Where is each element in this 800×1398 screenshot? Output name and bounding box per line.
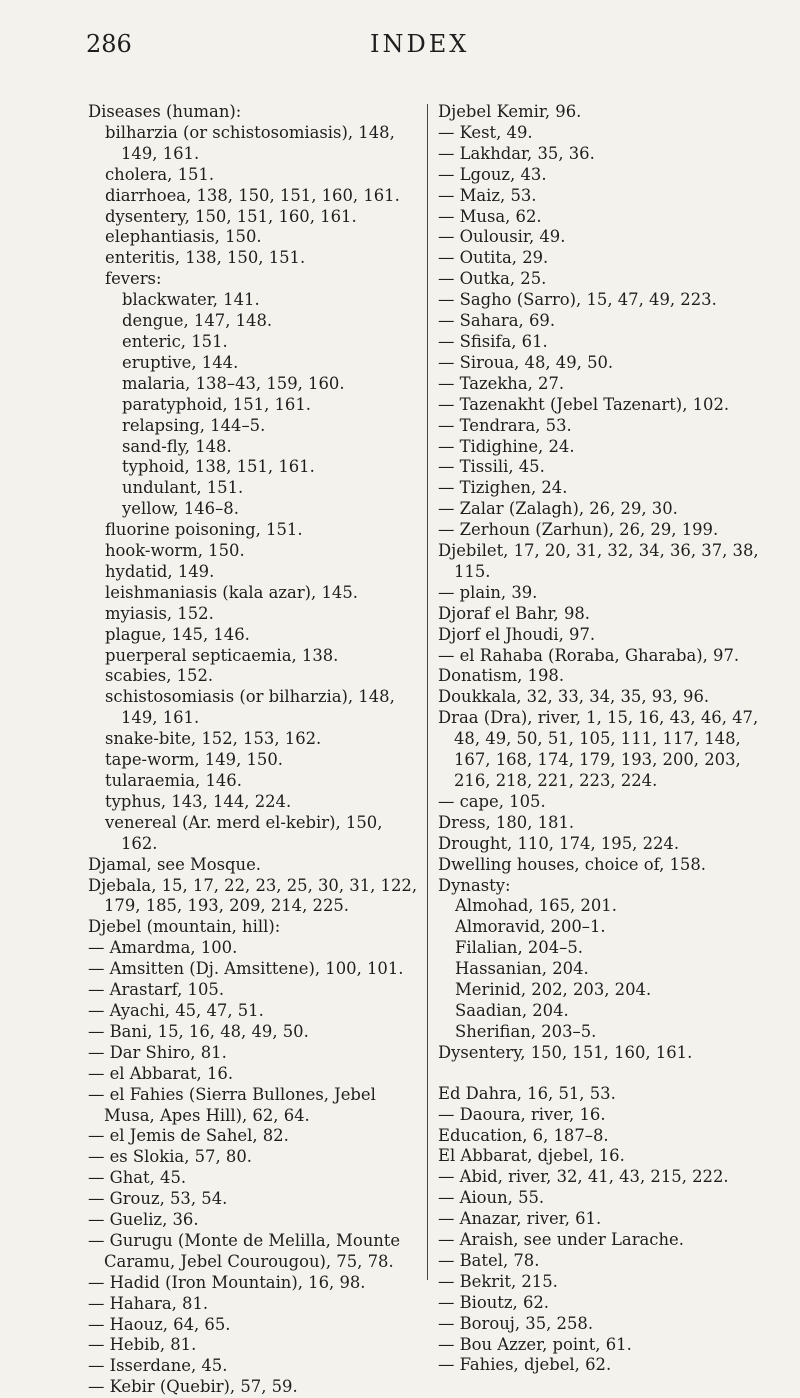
index-entry: dysentery, 150, 151, 160, 161. xyxy=(105,206,357,226)
index-entry: hydatid, 149. xyxy=(105,561,215,581)
index-entry: — Tidighine, 24. xyxy=(438,436,575,456)
index-entry: — Daoura, river, 16. xyxy=(438,1104,606,1124)
left-column xyxy=(88,102,418,1398)
index-entry: plague, 145, 146. xyxy=(105,624,250,644)
index-entry: undulant, 151. xyxy=(122,478,244,498)
index-entry: — Ayachi, 45, 47, 51. xyxy=(88,1000,264,1020)
index-entry: — el Rahaba (Roraba, Gharaba), 97. xyxy=(438,645,740,665)
index-entry: fluorine poisoning, 151. xyxy=(105,520,303,540)
index-entry: — Bekrit, 215. xyxy=(438,1271,558,1291)
index-entry: Draa (Dra), river, 1, 15, 16, 43, 46, 47, 48, 49, 50, 51, 105, 111, 117, 148, 167, 168, 174, 179, 193, 200, 203, 216, 218, 221, 223, 224. xyxy=(438,708,759,790)
index-entry: Djebel Kemir, 96. xyxy=(438,102,582,121)
index-entry: Donatism, 198. xyxy=(438,666,565,686)
index-entry: — Abid, river, 32, 41, 43, 215, 222. xyxy=(438,1167,729,1187)
index-entry: — el Fahies (Sierra Bullones, Jebel Musa, Apes Hill), 62, 64. xyxy=(88,1084,376,1125)
index-entry: Djebilet, 17, 20, 31, 32, 34, 36, 37, 38, 115. xyxy=(438,541,759,581)
index-entry: Sherifian, 203–5. xyxy=(455,1021,597,1041)
index-entry: — Dar Shiro, 81. xyxy=(88,1042,227,1062)
index-entry: Dysentery, 150, 151, 160, 161. xyxy=(438,1042,693,1062)
index-entry: elephantiasis, 150. xyxy=(105,227,262,247)
index-entry: Djoraf el Bahr, 98. xyxy=(438,603,591,623)
index-entry: Doukkala, 32, 33, 34, 35, 93, 96. xyxy=(438,687,710,707)
index-entry: — Zalar (Zalagh), 26, 29, 30. xyxy=(438,499,678,519)
index-entry: — Fahies, djebel, 62. xyxy=(438,1355,612,1375)
index-entry: — Bou Azzer, point, 61. xyxy=(438,1334,632,1354)
index-entry: — cape, 105. xyxy=(438,791,546,811)
index-entry: Dwelling houses, choice of, 158. xyxy=(438,854,706,874)
index-entry: — Borouj, 35, 258. xyxy=(438,1313,594,1333)
index-entry: snake-bite, 152, 153, 162. xyxy=(105,729,322,749)
index-entry: — Arastarf, 105. xyxy=(88,980,225,1000)
index-entry: — Bioutz, 62. xyxy=(438,1292,550,1312)
index-entry: schistosomiasis (or bilharzia), 148, 149, 161. xyxy=(105,687,395,728)
index-entry: yellow, 146–8. xyxy=(122,499,239,519)
index-entry: sand-fly, 148. xyxy=(122,436,232,456)
index-entry: — Haouz, 64, 65. xyxy=(88,1314,231,1334)
index-entry: — Siroua, 48, 49, 50. xyxy=(438,352,614,372)
index-entry: Dress, 180, 181. xyxy=(438,812,575,832)
index-entry: Djorf el Jhoudi, 97. xyxy=(438,624,596,644)
index-entry: — Amardma, 100. xyxy=(88,938,238,958)
index-entry: Drought, 110, 174, 195, 224. xyxy=(438,833,680,853)
index-entry: — es Slokia, 57, 80. xyxy=(88,1147,252,1167)
index-entry: — Lakhdar, 35, 36. xyxy=(438,143,595,163)
index-entry: — Bani, 15, 16, 48, 49, 50. xyxy=(88,1021,309,1041)
index-entry: bilharzia (or schistosomiasis), 148, 149, 161. xyxy=(105,122,395,163)
index-entry: — Outka, 25. xyxy=(438,269,547,289)
index-entry: — Tissili, 45. xyxy=(438,457,545,477)
index-entry: enteritis, 138, 150, 151. xyxy=(105,248,306,268)
index-entry: Almoravid, 200–1. xyxy=(455,917,606,937)
index-entry: — el Jemis de Sahel, 82. xyxy=(88,1126,289,1146)
index-entry: Almohad, 165, 201. xyxy=(455,896,617,916)
index-entry: hook-worm, 150. xyxy=(105,541,245,561)
index-entry: — Hahara, 81. xyxy=(88,1293,209,1313)
index-entry: blackwater, 141. xyxy=(122,290,260,310)
index-entry: — plain, 39. xyxy=(438,582,538,602)
index-entry: paratyphoid, 151, 161. xyxy=(122,394,311,414)
page-title: INDEX xyxy=(370,30,470,58)
index-entry: — Amsitten (Dj. Amsittene), 100, 101. xyxy=(88,959,404,979)
index-entry: Hassanian, 204. xyxy=(455,959,589,979)
index-entry: Ed Dahra, 16, 51, 53. xyxy=(438,1083,616,1103)
index-entry: El Abbarat, djebel, 16. xyxy=(438,1146,625,1166)
right-column xyxy=(438,102,778,1376)
index-entry: — Zerhoun (Zarhun), 26, 29, 199. xyxy=(438,520,719,540)
index-entry: — Aioun, 55. xyxy=(438,1188,545,1208)
index-entry: typhoid, 138, 151, 161. xyxy=(122,457,315,477)
index-entry: — Maiz, 53. xyxy=(438,185,537,205)
index-entry: — Tendrara, 53. xyxy=(438,415,572,435)
index-entry: — el Abbarat, 16. xyxy=(88,1063,234,1083)
index-entry: — Hebib, 81. xyxy=(88,1335,197,1355)
index-entry: — Lgouz, 43. xyxy=(438,164,547,184)
index-entry: Djamal, see Mosque. xyxy=(88,854,262,874)
index-entry: — Tazenakht (Jebel Tazenart), 102. xyxy=(438,394,730,414)
index-entry: — Kebir (Quebir), 57, 59. xyxy=(88,1377,298,1397)
index-entry: — Batel, 78. xyxy=(438,1250,540,1270)
index-entry: Filalian, 204–5. xyxy=(455,938,583,958)
index-entry: Dynasty: xyxy=(438,875,511,895)
index-entry: Diseases (human): xyxy=(88,102,242,121)
index-entry: cholera, 151. xyxy=(105,164,215,184)
index-entry: — Outita, 29. xyxy=(438,248,549,268)
page-number: 286 xyxy=(86,30,132,58)
index-entry: dengue, 147, 148. xyxy=(122,311,273,331)
index-entry: tape-worm, 149, 150. xyxy=(105,750,283,770)
index-entry: — Sahara, 69. xyxy=(438,311,556,331)
index-entry: — Oulousir, 49. xyxy=(438,227,566,247)
index-entry: relapsing, 144–5. xyxy=(122,415,266,435)
index-entry: — Musa, 62. xyxy=(438,206,542,226)
index-entry: Djebala, 15, 17, 22, 23, 25, 30, 31, 122, 179, 185, 193, 209, 214, 225. xyxy=(88,875,418,916)
index-entry: — Anazar, river, 61. xyxy=(438,1209,602,1229)
index-entry: — Gurugu (Monte de Melilla, Mounte Caramu, Jebel Courougou), 75, 78. xyxy=(88,1230,401,1271)
index-entry: — Tizighen, 24. xyxy=(438,478,568,498)
page-header xyxy=(0,22,800,66)
index-entry: — Ghat, 45. xyxy=(88,1168,187,1188)
column-divider xyxy=(427,104,428,1280)
index-entry: eruptive, 144. xyxy=(122,352,239,372)
index-entry: tularaemia, 146. xyxy=(105,771,242,790)
index-entry: Merinid, 202, 203, 204. xyxy=(455,980,652,1000)
index-entry: enteric, 151. xyxy=(122,331,228,351)
index-entry: — Sfisifa, 61. xyxy=(438,331,548,351)
index-entry: Saadian, 204. xyxy=(455,1000,569,1020)
index-entry: — Araish, see under Larache. xyxy=(438,1230,684,1250)
index-entry: myiasis, 152. xyxy=(105,603,214,623)
index-entry: leishmaniasis (kala azar), 145. xyxy=(105,582,358,602)
index-entry: Djebel (mountain, hill): xyxy=(88,917,281,937)
index-entry: — Sagho (Sarro), 15, 47, 49, 223. xyxy=(438,290,717,310)
index-entry: — Tazekha, 27. xyxy=(438,373,565,393)
index-entry: malaria, 138–43, 159, 160. xyxy=(122,373,345,393)
index-entry: venereal (Ar. merd el-kebir), 150, 162. xyxy=(105,812,383,853)
index-entry: typhus, 143, 144, 224. xyxy=(105,791,292,811)
index-entry: puerperal septicaemia, 138. xyxy=(105,645,339,665)
index-entry: diarrhoea, 138, 150, 151, 160, 161. xyxy=(105,185,400,205)
index-entry: — Isserdane, 45. xyxy=(88,1356,228,1376)
index-entry: Education, 6, 187–8. xyxy=(438,1125,609,1145)
index-entry: — Gueliz, 36. xyxy=(88,1210,199,1230)
index-entry: scabies, 152. xyxy=(105,666,214,686)
index-entry: — Kest, 49. xyxy=(438,122,533,142)
index-entry: fevers: xyxy=(105,269,162,289)
index-entry: — Grouz, 53, 54. xyxy=(88,1189,228,1209)
index-entry: — Hadid (Iron Mountain), 16, 98. xyxy=(88,1272,366,1292)
